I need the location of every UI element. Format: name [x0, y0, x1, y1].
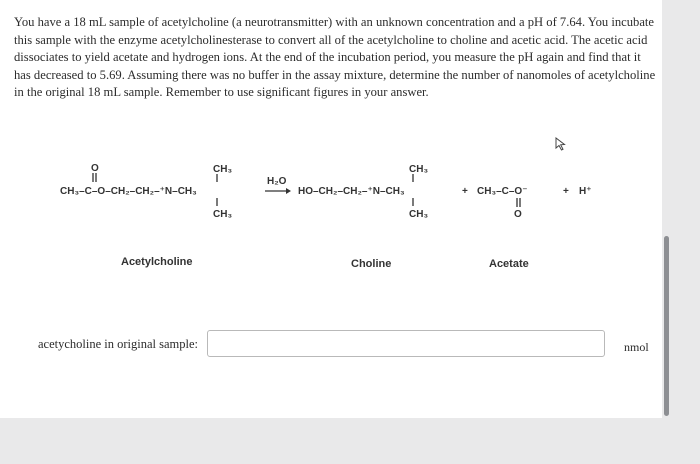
acetylcholine-structure [60, 163, 232, 220]
acetylcholine-label: Acetylcholine [121, 256, 193, 268]
answer-unit: nmol [624, 340, 649, 354]
acetylcholine-chain: CH₃–C–O–CH₂–CH₂–⁺N–CH₃ [60, 186, 197, 197]
choline-label: Choline [351, 258, 392, 270]
scrollbar-thumb[interactable] [664, 236, 669, 416]
acetate-structure [477, 186, 527, 220]
answer-input[interactable] [207, 330, 605, 357]
reagent-water: H₂O [267, 176, 287, 187]
acetylcholine-carbonyl-o: O [91, 163, 99, 174]
plus-sign-1: + [462, 186, 468, 197]
acetate-carbonyl-o: O [514, 209, 522, 220]
choline-chain: HO–CH₂–CH₂–⁺N–CH₃ [298, 186, 405, 197]
question-text: You have a 18 mL sample of acetylcholine (a neurotransmitter) with an unknown concentration and a pH of 7.64. You incubate this sample with the enzyme acetylcholinesterase to convert all of the acetylcholine to choline and acetic acid. The acetic acid dissociates to yield acetate and hydrogen ions. At the end of the incubation period, you measure the pH again and find that it has decreased to 5.69. Assuming there was no buffer in the assay mixture, determine the number of nanomoles of acetylcholine in the original 18 mL sample. Remember to use significant figures in your answer. [14, 15, 656, 100]
reaction-arrow [265, 176, 291, 194]
choline-structure [298, 164, 428, 220]
answer-label: acetycholine in original sample: [38, 337, 199, 351]
acetate-label: Acetate [489, 258, 529, 270]
choline-top-methyl: CH₃ [409, 164, 429, 175]
proton: H⁺ [579, 186, 592, 197]
mouse-pointer-icon [555, 137, 567, 151]
acetate-chain: CH₃–C–O⁻ [477, 186, 528, 197]
reaction-scheme [0, 150, 660, 240]
acetylcholine-top-methyl: CH₃ [213, 164, 233, 175]
choline-bottom-methyl: CH₃ [409, 209, 429, 220]
plus-sign-2: + [563, 186, 569, 197]
acetylcholine-bottom-methyl: CH₃ [213, 209, 233, 220]
